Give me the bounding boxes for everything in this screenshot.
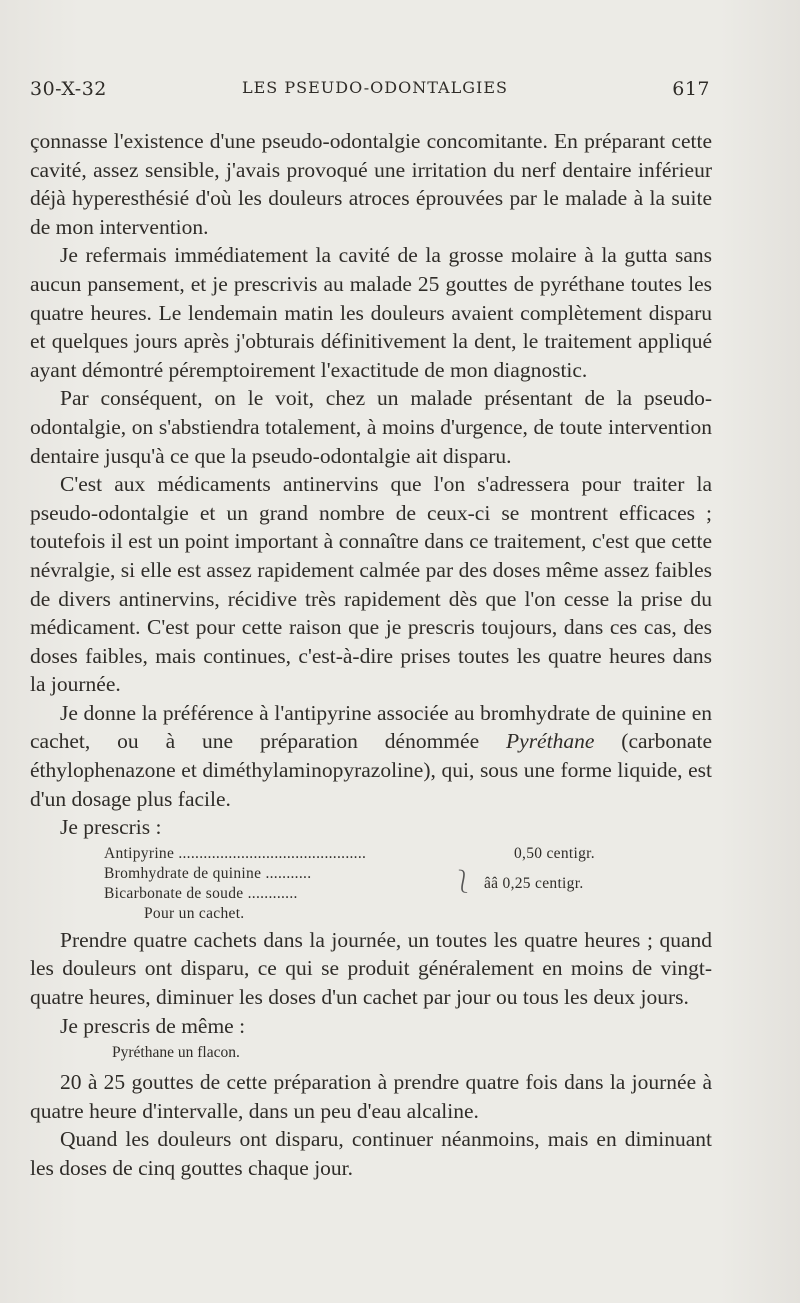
paragraph-3: Par conséquent, on le voit, chez un malade présentant de la pseudo-odontalgie, on s'abstiendra totalement, à moins d'urgence, de toute intervention dentaire jusqu'à ce que la pseudo-odontalgie ait disparu. [30, 386, 712, 468]
paragraph-8: Quand les douleurs ont disparu, continuer néanmoins, mais en diminuant les doses de cinq gouttes chaque jour. [30, 1127, 712, 1180]
rx-shared-dose: ââ 0,25 centigr. [484, 874, 584, 892]
rx-line-antipyrine [104, 844, 664, 864]
paragraph-5-start: Je donne la préférence à l'antipyrine associée au bromhydrate de quinine en cachet, ou à une préparation dénommée [30, 700, 712, 754]
rx-pair-group [104, 864, 664, 904]
pyrethane-term: Pyréthane [506, 729, 595, 754]
rx-footer: Pour un cachet. [144, 904, 245, 922]
rx-item-name: Antipyrine ............................................. [104, 844, 367, 862]
paragraph-1: çonnasse l'existence d'une pseudo-odontalgie concomitante. En préparant cette cavité, assez sensible, j'avais provoqué une irritation du nerf dentaire inférieur déjà hyperesthésié d'où les douleurs atroces éprouvées par le malade à la suite de mon intervention. [30, 129, 712, 239]
paragraph-2: Je refermais immédiatement la cavité de la grosse molaire à la gutta sans aucun pansement, et je prescrivis au malade 25 gouttes de pyréthane toutes les quatre heures. Le lendemain matin les douleurs avaient complètement disparu et quelques jours après j'obturais définitivement la dent, le traitement appliqué ayant démontré péremptoirement l'exactitude de mon diagnostic. [30, 243, 712, 382]
rx-item-name: Bicarbonate de soude [104, 884, 244, 902]
running-header [30, 78, 710, 108]
paragraph-5 [30, 699, 712, 813]
rx-item-dose: 0,50 centigr. [514, 844, 595, 862]
rx-item-name: Bromhydrate de quinine [104, 864, 262, 882]
prescription-intro-1: Je prescris : [60, 815, 162, 840]
paragraph-7: 20 à 25 gouttes de cette préparation à prendre quatre fois dans la journée à quatre heure d'intervalle, dans un peu d'eau alcaline. [30, 1070, 712, 1123]
header-title: LES PSEUDO-ODONTALGIES [242, 78, 508, 97]
rx-line-bromhydrate: Bromhydrate de quinine ........... [104, 864, 312, 882]
page-number: 617 [672, 78, 710, 100]
brace-icon: ⎱ [452, 868, 475, 894]
paragraph-6: Prendre quatre cachets dans la journée, un toutes les quatre heures ; quand les douleurs ont disparu, ce qui se produit généralement en moins de vingt-quatre heures, diminuer les doses d'un cachet par jour ou tous les deux jours. [30, 927, 712, 1010]
prescription-2-line: Pyréthane un flacon. [112, 1044, 240, 1062]
rx-line-bicarbonate: Bicarbonate de soude ............ [104, 884, 298, 902]
prescription-block [104, 844, 664, 924]
paragraph-4: C'est aux médicaments antinervins que l'on s'adressera pour traiter la pseudo-odontalgie et un grand nombre de ceux-ci se montrent efficaces ; toutefois il est un point important à connaître dans ce traitement, c'est que cette névralgie, si elle est assez rapidement calmée par des doses même assez faibles de divers antinervins, récidive très rapidement dès que l'on cesse la prise du médicament. C'est pour cette raison que je prescris toujours, dans ces cas, des doses faibles, mais continues, c'est-à-dire prises toutes les quatre heures dans la journée. [30, 472, 712, 697]
page-body [30, 127, 712, 1183]
paragraph-5-end: (carbonate éthylophenazone et diméthylaminopyrazoline), qui, sous une forme liquide, est d'un dosage plus facile. [30, 729, 712, 811]
prescription-intro-2: Je prescris de même : [60, 1013, 246, 1038]
header-date: 30-X-32 [30, 78, 107, 100]
